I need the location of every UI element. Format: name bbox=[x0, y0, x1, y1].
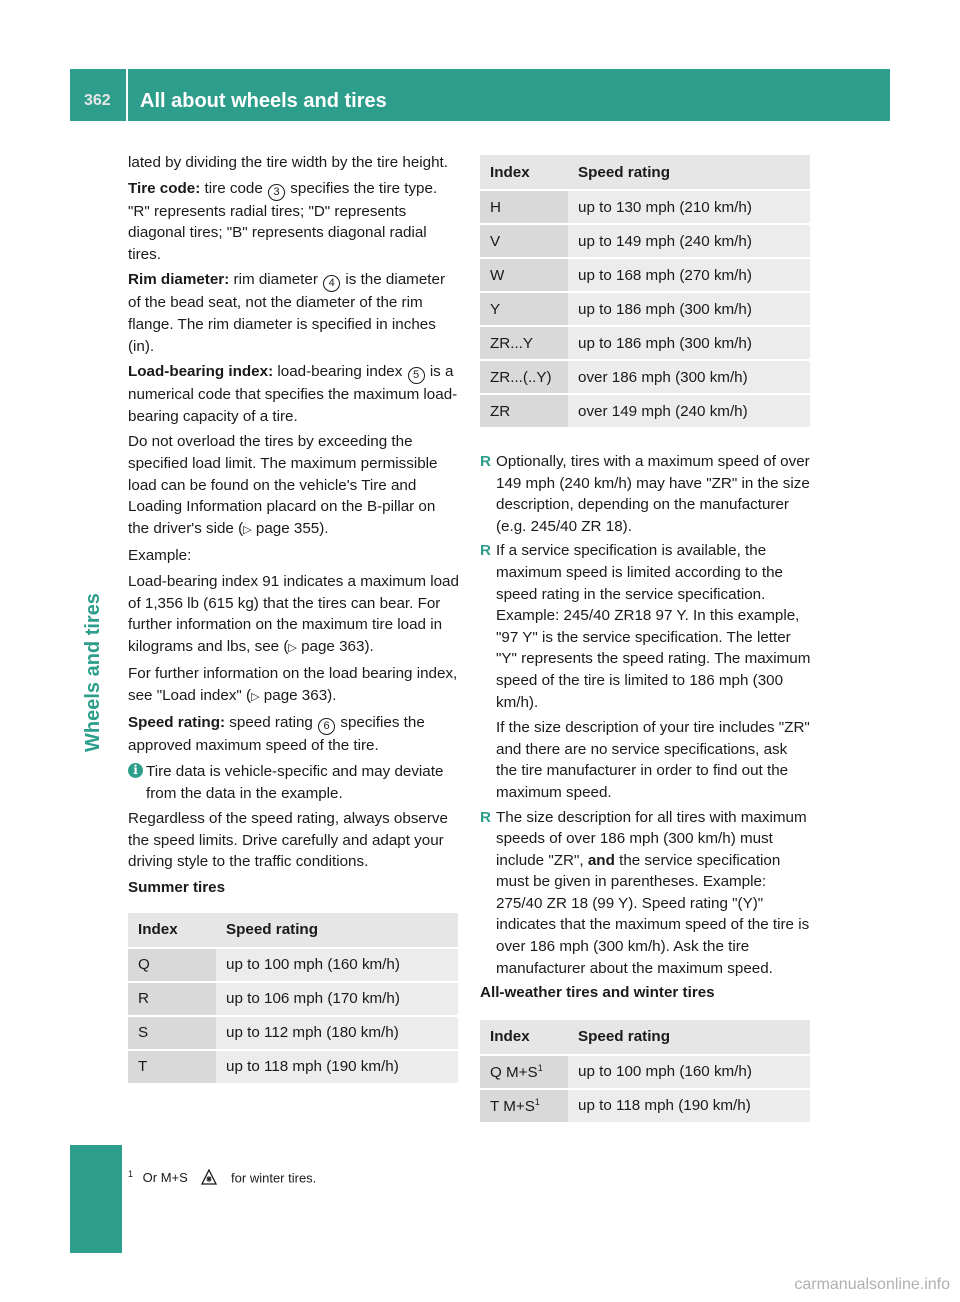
index-cell: R bbox=[128, 982, 216, 1016]
footnote bbox=[128, 1165, 316, 1190]
section-side-label-text: Wheels and tires bbox=[82, 593, 104, 752]
speed-cell: up to 186 mph (300 km/h) bbox=[568, 326, 810, 360]
mountain-snowflake-icon bbox=[201, 1169, 217, 1190]
callout-3-icon: 3 bbox=[268, 184, 285, 201]
table-row bbox=[480, 190, 810, 224]
speed-cell: up to 118 mph (190 km/h) bbox=[568, 1089, 810, 1122]
term-speed-rating: Speed rating: bbox=[128, 714, 226, 732]
page-ref-arrow-icon: ▷ bbox=[251, 690, 260, 703]
column-header-index: Index bbox=[128, 913, 216, 948]
speed-cell: up to 100 mph (160 km/h) bbox=[216, 948, 458, 982]
text: speed rating bbox=[229, 714, 313, 732]
table-header-row bbox=[128, 913, 458, 948]
footnote-text: for winter tires. bbox=[231, 1170, 317, 1186]
table-row bbox=[480, 360, 810, 394]
column-header-index: Index bbox=[480, 1020, 568, 1055]
list-item bbox=[480, 540, 812, 803]
text: is the diameter of the bead seat, not the diameter of the rim flange. The rim diameter is specified in inches (in). bbox=[128, 271, 445, 355]
speed-cell: up to 168 mph (270 km/h) bbox=[568, 258, 810, 292]
index-cell: ZR...Y bbox=[480, 326, 568, 360]
table-row bbox=[480, 292, 810, 326]
index-text: T M+S bbox=[490, 1097, 535, 1115]
callout-5-icon: 5 bbox=[408, 367, 425, 384]
speed-cell: up to 186 mph (300 km/h) bbox=[568, 292, 810, 326]
speed-cell: over 149 mph (240 km/h) bbox=[568, 394, 810, 427]
page-ref-link[interactable]: page 355). bbox=[255, 519, 329, 537]
index-cell: S bbox=[128, 1016, 216, 1050]
page-ref-arrow-icon: ▷ bbox=[288, 641, 297, 654]
speed-cell: up to 118 mph (190 km/h) bbox=[216, 1050, 458, 1083]
info-icon: i bbox=[128, 763, 143, 778]
speed-notes-list bbox=[480, 451, 812, 979]
speed-cell: up to 112 mph (180 km/h) bbox=[216, 1016, 458, 1050]
column-header-index: Index bbox=[480, 155, 568, 190]
winter-tires-table bbox=[480, 1020, 810, 1122]
page-title: All about wheels and tires bbox=[140, 90, 387, 112]
section-side-label bbox=[82, 593, 105, 752]
table-row bbox=[480, 1055, 810, 1089]
index-cell bbox=[480, 1055, 568, 1089]
table-header-row bbox=[480, 1020, 810, 1055]
speed-cell: up to 149 mph (240 km/h) bbox=[568, 224, 810, 258]
watermark: carmanualsonline.info bbox=[794, 1276, 950, 1293]
info-note-text: Tire data is vehicle-specific and may deviate from the data in the example. bbox=[146, 763, 444, 802]
text: is a numerical code that specifies the maximum load-bearing capacity of a tire. bbox=[128, 363, 458, 425]
right-column bbox=[480, 155, 812, 1122]
speed-cell: up to 106 mph (170 km/h) bbox=[216, 982, 458, 1016]
text: Do not overload the tires by exceeding the specified load limit. The maximum permissible load can be found on the vehicle's Tire and Loading Information placard on the B-pillar on the driver's side ( bbox=[128, 433, 438, 537]
term-load-index: Load-bearing index: bbox=[128, 363, 274, 381]
table-row bbox=[480, 326, 810, 360]
table-row bbox=[128, 1016, 458, 1050]
term-rim-diameter: Rim diameter: bbox=[128, 271, 230, 289]
index-cell: ZR...(..Y) bbox=[480, 360, 568, 394]
summer-tires-heading: Summer tires bbox=[128, 879, 226, 897]
text: For further information on the load bearing index, see "Load index" ( bbox=[128, 665, 458, 704]
header-divider bbox=[126, 69, 128, 121]
summer-tires-table bbox=[128, 913, 458, 1083]
info-note bbox=[128, 761, 460, 804]
winter-tires-heading: All-weather tires and winter tires bbox=[480, 984, 715, 1002]
list-item-text: If a service specification is available, the maximum speed is limited according to the speed rating in the service specification. Example: 245/40 ZR18 97 Y. In this example, "97 Y" is the service specification. The letter "Y" represents the speed rating. The maximum speed of the tire is limited to 186 mph (300 km/h). bbox=[496, 542, 811, 711]
speed-cell: up to 100 mph (160 km/h) bbox=[568, 1055, 810, 1089]
text: load-bearing index bbox=[277, 363, 403, 381]
list-item bbox=[480, 451, 812, 537]
paragraph-load bbox=[128, 361, 460, 427]
paragraph-rim bbox=[128, 269, 460, 357]
list-item-text: Optionally, tires with a maximum speed of over 149 mph (240 km/h) may have "ZR" in the size description, depending on the manufacturer (e.g. 245/40 ZR 18). bbox=[496, 453, 810, 535]
footnote-ref[interactable]: 1 bbox=[537, 1062, 543, 1073]
table-row bbox=[480, 224, 810, 258]
speed-cell: up to 130 mph (210 km/h) bbox=[568, 190, 810, 224]
text: tire code bbox=[204, 179, 263, 197]
callout-6-icon: 6 bbox=[318, 718, 335, 735]
text: Load-bearing index 91 indicates a maximum load of 1,356 lb (615 kg) that the tires can bear. For further information on the maximum tire load in kilograms and lbs, see ( bbox=[128, 572, 459, 655]
bullet-icon: R bbox=[480, 808, 491, 826]
index-cell bbox=[480, 1089, 568, 1122]
page-number: 362 bbox=[84, 92, 111, 109]
callout-4-icon: 4 bbox=[323, 275, 340, 292]
page-ref-link[interactable]: page 363). bbox=[301, 637, 374, 655]
index-cell: H bbox=[480, 190, 568, 224]
table-header-row bbox=[480, 155, 810, 190]
index-cell: W bbox=[480, 258, 568, 292]
list-item-text: The size description for all tires with maximum speeds of over 186 mph (300 km/h) must include "ZR", bbox=[496, 808, 807, 869]
index-cell: T bbox=[128, 1050, 216, 1083]
text: rim diameter bbox=[233, 271, 318, 289]
list-item-text: the service specification must be given in parentheses. Example: 275/40 ZR 18 (99 Y). Speed rating "(Y)" indicates that the maximum speed of the tire is over 186 mph (300 km/h). Ask the tire manufacturer about the maximum speed. bbox=[496, 851, 810, 977]
table-row bbox=[128, 982, 458, 1016]
bullet-icon: R bbox=[480, 542, 491, 560]
paragraph-speed bbox=[128, 712, 460, 757]
column-header-speed-rating: Speed rating bbox=[568, 155, 810, 190]
index-cell: Q bbox=[128, 948, 216, 982]
index-cell: V bbox=[480, 224, 568, 258]
list-item-subtext: If the size description of your tire includes "ZR" and there are no service specifications, ask the tire manufacturer in order to find out the maximum speed. bbox=[496, 719, 810, 801]
paragraph-overload bbox=[128, 431, 460, 541]
paragraph-regardless: Regardless of the speed rating, always observe the speed limits. Drive carefully and adapt your driving style to the traffic conditions. bbox=[128, 810, 448, 871]
side-block bbox=[70, 1145, 122, 1253]
bullet-icon: R bbox=[480, 453, 491, 470]
paragraph-intro: lated by dividing the tire width by the tire height. bbox=[128, 154, 448, 171]
table-row bbox=[480, 1089, 810, 1122]
column-header-speed-rating: Speed rating bbox=[568, 1020, 810, 1055]
footnote-mark: 1 bbox=[128, 1169, 134, 1179]
footnote-ref[interactable]: 1 bbox=[534, 1096, 540, 1107]
speed-cell: over 186 mph (300 km/h) bbox=[568, 360, 810, 394]
paragraph-tire-code bbox=[128, 178, 460, 266]
column-header-speed-rating: Speed rating bbox=[216, 913, 458, 948]
text: specifies the approved maximum speed of the tire. bbox=[128, 714, 425, 755]
table-row bbox=[128, 948, 458, 982]
emphasis-and: and bbox=[587, 851, 615, 869]
list-item bbox=[480, 807, 812, 980]
paragraph-further bbox=[128, 663, 460, 708]
example-label: Example: bbox=[128, 547, 192, 565]
term-tire-code: Tire code: bbox=[128, 179, 201, 197]
index-text: Q M+S bbox=[490, 1063, 538, 1081]
paragraph-example bbox=[128, 571, 460, 659]
left-column bbox=[128, 152, 460, 1083]
page-ref-link[interactable]: page 363). bbox=[263, 686, 337, 704]
table-row bbox=[480, 394, 810, 427]
index-cell: Y bbox=[480, 292, 568, 326]
index-cell: ZR bbox=[480, 394, 568, 427]
page-ref-arrow-icon: ▷ bbox=[243, 523, 252, 536]
text: specifies the tire type. "R" represents radial tires; "D" represents diagonal tires; "B" represents diagonal radial tires. bbox=[128, 179, 438, 263]
table-row bbox=[128, 1050, 458, 1083]
table-row bbox=[480, 258, 810, 292]
speed-rating-table bbox=[480, 155, 810, 427]
footnote-text: Or M+S bbox=[142, 1170, 188, 1186]
